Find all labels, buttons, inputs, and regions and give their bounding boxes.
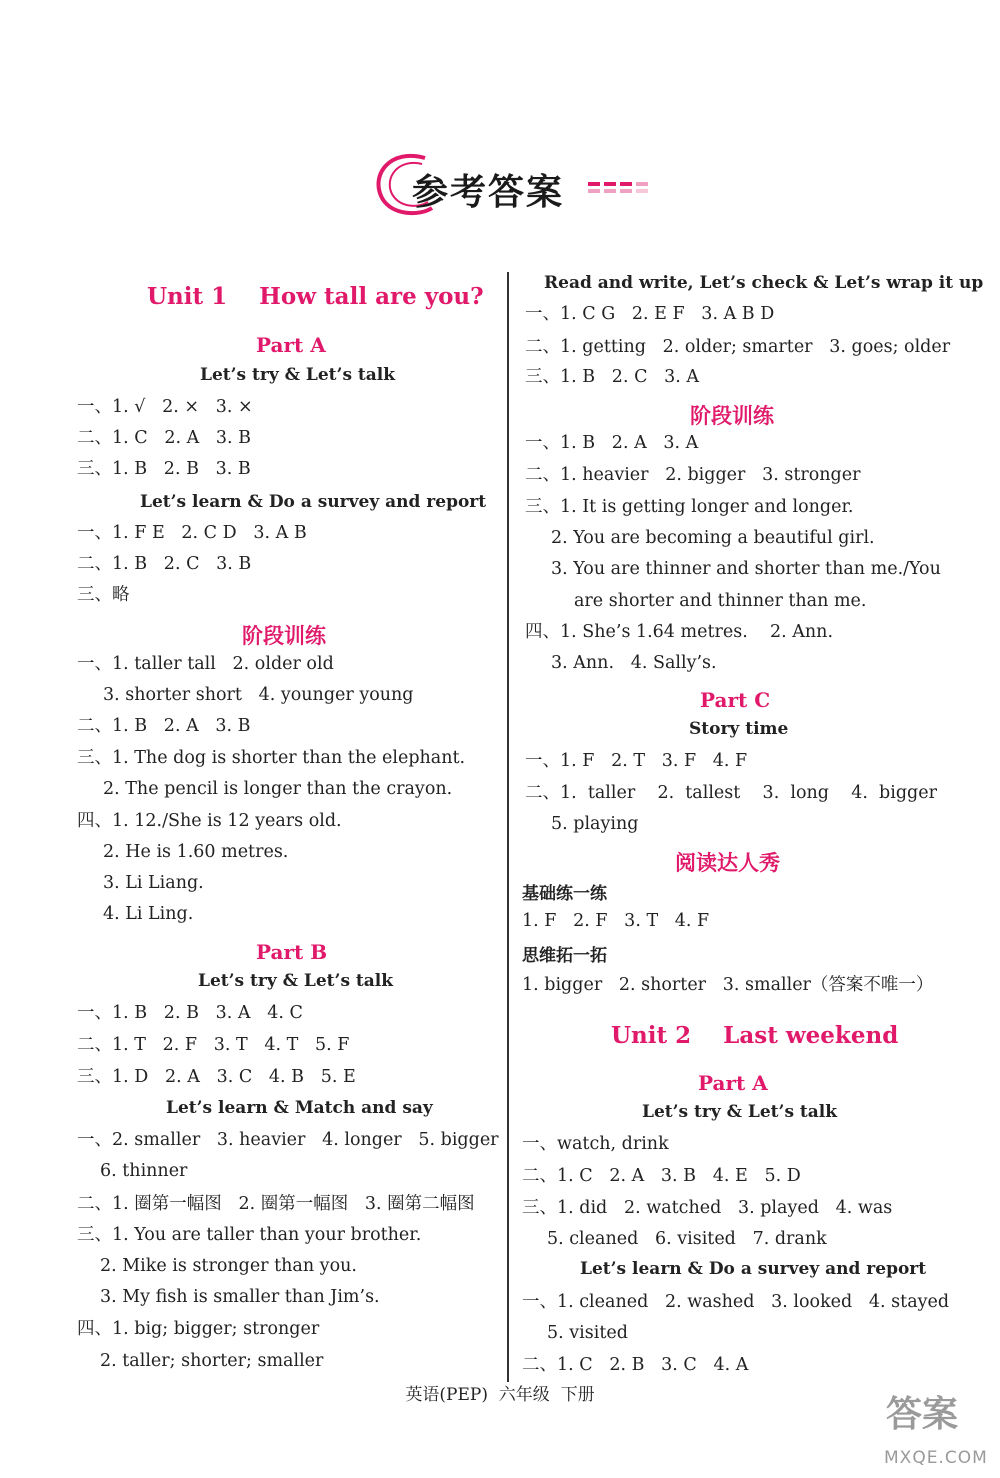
answer-line: 二、1. B 2. A 3. B	[77, 716, 251, 736]
section-heading: Let’s learn & Do a survey and report	[580, 1259, 927, 1279]
answer-line: 3. shorter short 4. younger young	[103, 685, 414, 705]
answer-line: 四、1. She’s 1.64 metres. 2. Ann.	[525, 622, 834, 642]
answer-line: 二、1. getting 2. older; smarter 3. goes; older	[525, 337, 951, 357]
section-heading: Let’s learn & Do a survey and report	[140, 492, 487, 512]
answer-line: 4. Li Ling.	[103, 904, 194, 924]
page-title-text: 参考答案	[412, 172, 565, 213]
answer-line: 四、1. 12./She is 12 years old.	[77, 811, 342, 831]
unit-2-heading: Unit 2 Last weekend	[611, 1022, 899, 1049]
page-title	[370, 150, 670, 220]
answer-line: 三、1. B 2. C 3. A	[525, 367, 700, 387]
section-heading: Let’s try & Let’s talk	[200, 365, 396, 385]
watermark-top: 答案	[886, 1394, 959, 1435]
answer-line: 一、1. B 2. A 3. A	[525, 433, 699, 453]
answer-line: 3. My fish is smaller than Jim’s.	[100, 1287, 380, 1307]
part-b-heading: Part B	[256, 940, 328, 964]
answer-line: 三、1. B 2. B 3. B	[77, 459, 251, 479]
answer-line: 1. F 2. F 3. T 4. F	[522, 911, 710, 931]
answer-line: 二、1. T 2. F 3. T 4. T 5. F	[77, 1035, 350, 1055]
answer-line: 2. You are becoming a beautiful girl.	[551, 528, 875, 548]
answer-line: 2. The pencil is longer than the crayon.	[103, 779, 453, 799]
answer-line: 二、1. B 2. C 3. B	[77, 554, 252, 574]
section-heading: Let’s try & Let’s talk	[642, 1102, 838, 1122]
answer-line: 三、1. You are taller than your brother.	[77, 1225, 422, 1245]
answer-line: 5. playing	[551, 814, 639, 834]
part-a-heading: Part A	[698, 1071, 768, 1095]
watermark-logo	[880, 1380, 990, 1470]
answer-line: 一、1. B 2. B 3. A 4. C	[77, 1003, 303, 1023]
answer-line: 一、1. C G 2. E F 3. A B D	[525, 304, 775, 324]
answer-line: 一、watch, drink	[522, 1134, 669, 1154]
part-a-heading: Part A	[256, 333, 326, 357]
answer-line: 三、略	[77, 585, 130, 605]
answer-line: are shorter and thinner than me.	[574, 591, 867, 611]
answer-line: 二、1. C 2. B 3. C 4. A	[522, 1355, 749, 1375]
answer-line: 一、1. √ 2. × 3. ×	[77, 397, 253, 417]
column-divider	[507, 272, 509, 1382]
answer-line: 二、1. heavier 2. bigger 3. stronger	[525, 465, 861, 485]
answer-line: 5. cleaned 6. visited 7. drank	[547, 1229, 827, 1249]
page-footer: 英语(PEP) 六年级 下册	[405, 1385, 595, 1405]
stage-training-heading: 阶段训练	[690, 404, 774, 428]
section-heading: Story time	[689, 719, 789, 739]
answer-line: 二、1. taller 2. tallest 3. long 4. bigger	[525, 783, 937, 803]
answer-line: 四、1. big; bigger; stronger	[77, 1319, 320, 1339]
answer-line: 2. taller; shorter; smaller	[100, 1351, 324, 1371]
answer-line: 一、1. F E 2. C D 3. A B	[77, 523, 307, 543]
reading-show-heading: 阅读达人秀	[675, 851, 780, 875]
dash-decoration-icon	[588, 180, 658, 194]
answer-line: 三、1. D 2. A 3. C 4. B 5. E	[77, 1067, 356, 1087]
basic-practice-heading: 基础练一练	[522, 884, 607, 904]
answer-line: 一、1. taller tall 2. older old	[77, 654, 334, 674]
thinking-extension-heading: 思维拓一拓	[522, 946, 607, 966]
answer-line: 二、1. C 2. A 3. B 4. E 5. D	[522, 1166, 801, 1186]
answer-line: 6. thinner	[100, 1161, 188, 1181]
answer-line: 二、1. 圈第一幅图 2. 圈第一幅图 3. 圈第二幅图	[77, 1194, 475, 1214]
answer-line: 5. visited	[547, 1323, 628, 1343]
unit-1-heading: Unit 1 How tall are you?	[147, 283, 484, 310]
answer-line: 1. bigger 2. shorter 3. smaller（答案不唯一）	[522, 975, 934, 995]
answer-line: 一、1. cleaned 2. washed 3. looked 4. stayed	[522, 1292, 950, 1312]
answer-line: 二、1. C 2. A 3. B	[77, 428, 252, 448]
section-heading: Read and write, Let’s check & Let’s wrap it up	[544, 273, 984, 293]
answer-line: 一、1. F 2. T 3. F 4. F	[525, 751, 748, 771]
answer-line: 三、1. did 2. watched 3. played 4. was	[522, 1198, 893, 1218]
answer-line: 3. Ann. 4. Sally’s.	[551, 653, 717, 673]
answer-line: 2. Mike is stronger than you.	[100, 1256, 357, 1276]
answer-line: 三、1. It is getting longer and longer.	[525, 497, 854, 517]
answer-line: 3. Li Liang.	[103, 873, 204, 893]
section-heading: Let’s try & Let’s talk	[198, 971, 394, 991]
stage-training-heading: 阶段训练	[242, 624, 326, 648]
answer-line: 2. He is 1.60 metres.	[103, 842, 289, 862]
answer-line: 3. You are thinner and shorter than me./You	[551, 559, 941, 579]
answer-line: 一、2. smaller 3. heavier 4. longer 5. bigger	[77, 1130, 499, 1150]
answer-line: 三、1. The dog is shorter than the elephant.	[77, 748, 466, 768]
part-c-heading: Part C	[700, 688, 771, 712]
watermark-bottom: MXQE.COM	[884, 1448, 988, 1468]
section-heading: Let’s learn & Match and say	[166, 1098, 433, 1118]
